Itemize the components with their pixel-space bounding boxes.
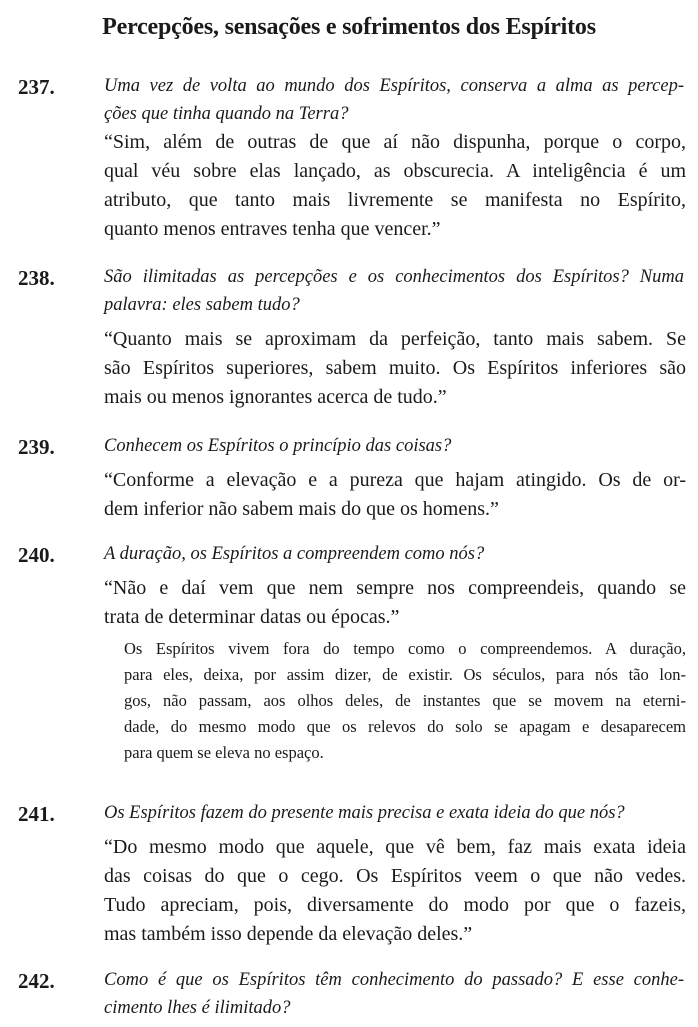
answer-line: mais ou menos ignorantes acerca de tudo.” — [104, 386, 447, 408]
answer-line: qual véu sobre elas lançado, as obscurecia. A inteligência é um — [104, 160, 686, 182]
note-line: para eles, deixa, por assim dizer, de existir. Os séculos, para nós tão lon- — [124, 665, 686, 684]
question-text — [104, 72, 684, 128]
answer-line: atributo, que tanto mais livremente se manifesta no Espírito, — [104, 189, 686, 211]
question-line: A duração, os Espíritos a compreendem como nós? — [104, 544, 485, 564]
note-line: Os Espíritos vivem fora do tempo como o compreendemos. A duração, — [124, 639, 686, 658]
answer-line: das coisas do que o cego. Os Espíritos veem o que não vedes. — [104, 865, 686, 887]
question-number: 238. — [18, 266, 55, 290]
question-text — [104, 263, 684, 319]
note-line: dade, do mesmo modo que os relevos do solo se apagam e desaparecem — [124, 717, 686, 736]
question-line: palavra: eles sabem tudo? — [104, 295, 300, 315]
answer-line: Tudo apreciam, pois, diversamente do modo por que o fazeis, — [104, 894, 686, 916]
question-number: 237. — [18, 75, 55, 99]
question-line: ções que tinha quando na Terra? — [104, 104, 349, 124]
question-line: Como é que os Espíritos têm conhecimento do passado? E esse conhe- — [104, 970, 684, 990]
question-line: Os Espíritos fazem do presente mais precisa e exata ideia do que nós? — [104, 803, 625, 823]
answer-line: “Conforme a elevação e a pureza que hajam atingido. Os de or- — [104, 469, 686, 491]
question-number: 240. — [18, 543, 55, 567]
answer-line: quanto menos entraves tenha que vencer.” — [104, 218, 441, 240]
answer-text — [104, 574, 686, 632]
answer-text — [104, 325, 686, 412]
question-number: 241. — [18, 802, 55, 826]
question-number: 239. — [18, 435, 55, 459]
answer-text — [104, 466, 686, 524]
commentary-note — [124, 636, 686, 766]
question-line: Uma vez de volta ao mundo dos Espíritos, conserva a alma as percep- — [104, 76, 684, 96]
answer-line: “Do mesmo modo que aquele, que vê bem, faz mais exata ideia — [104, 836, 686, 858]
question-line: São ilimitadas as percepções e os conhecimentos dos Espíritos? Numa — [104, 267, 684, 287]
answer-text — [104, 128, 686, 244]
question-line: cimento lhes é ilimitado? — [104, 998, 291, 1018]
question-text — [104, 799, 684, 827]
answer-line: dem inferior não sabem mais do que os homens.” — [104, 498, 499, 520]
answer-line: “Sim, além de outras de que aí não dispunha, porque o corpo, — [104, 131, 686, 153]
note-line: para quem se eleva no espaço. — [124, 743, 324, 762]
question-text — [104, 966, 684, 1022]
answer-line: “Quanto mais se aproximam da perfeição, tanto mais sabem. Se — [104, 328, 686, 350]
answer-line: “Não e daí vem que nem sempre nos compreendeis, quando se — [104, 577, 686, 599]
question-text — [104, 540, 684, 568]
question-number: 242. — [18, 969, 55, 993]
answer-text — [104, 833, 686, 949]
note-line: gos, não passam, aos olhos deles, de instantes que se movem na eterni- — [124, 691, 686, 710]
answer-line: são Espíritos superiores, sabem muito. Os Espíritos inferiores são — [104, 357, 686, 379]
answer-line: mas também isso depende da elevação deles.” — [104, 923, 473, 945]
answer-line: trata de determinar datas ou épocas.” — [104, 606, 400, 628]
question-line: Conhecem os Espíritos o princípio das coisas? — [104, 436, 452, 456]
section-title: Percepções, sensações e sofrimentos dos Espíritos — [102, 14, 596, 40]
question-text — [104, 432, 684, 460]
